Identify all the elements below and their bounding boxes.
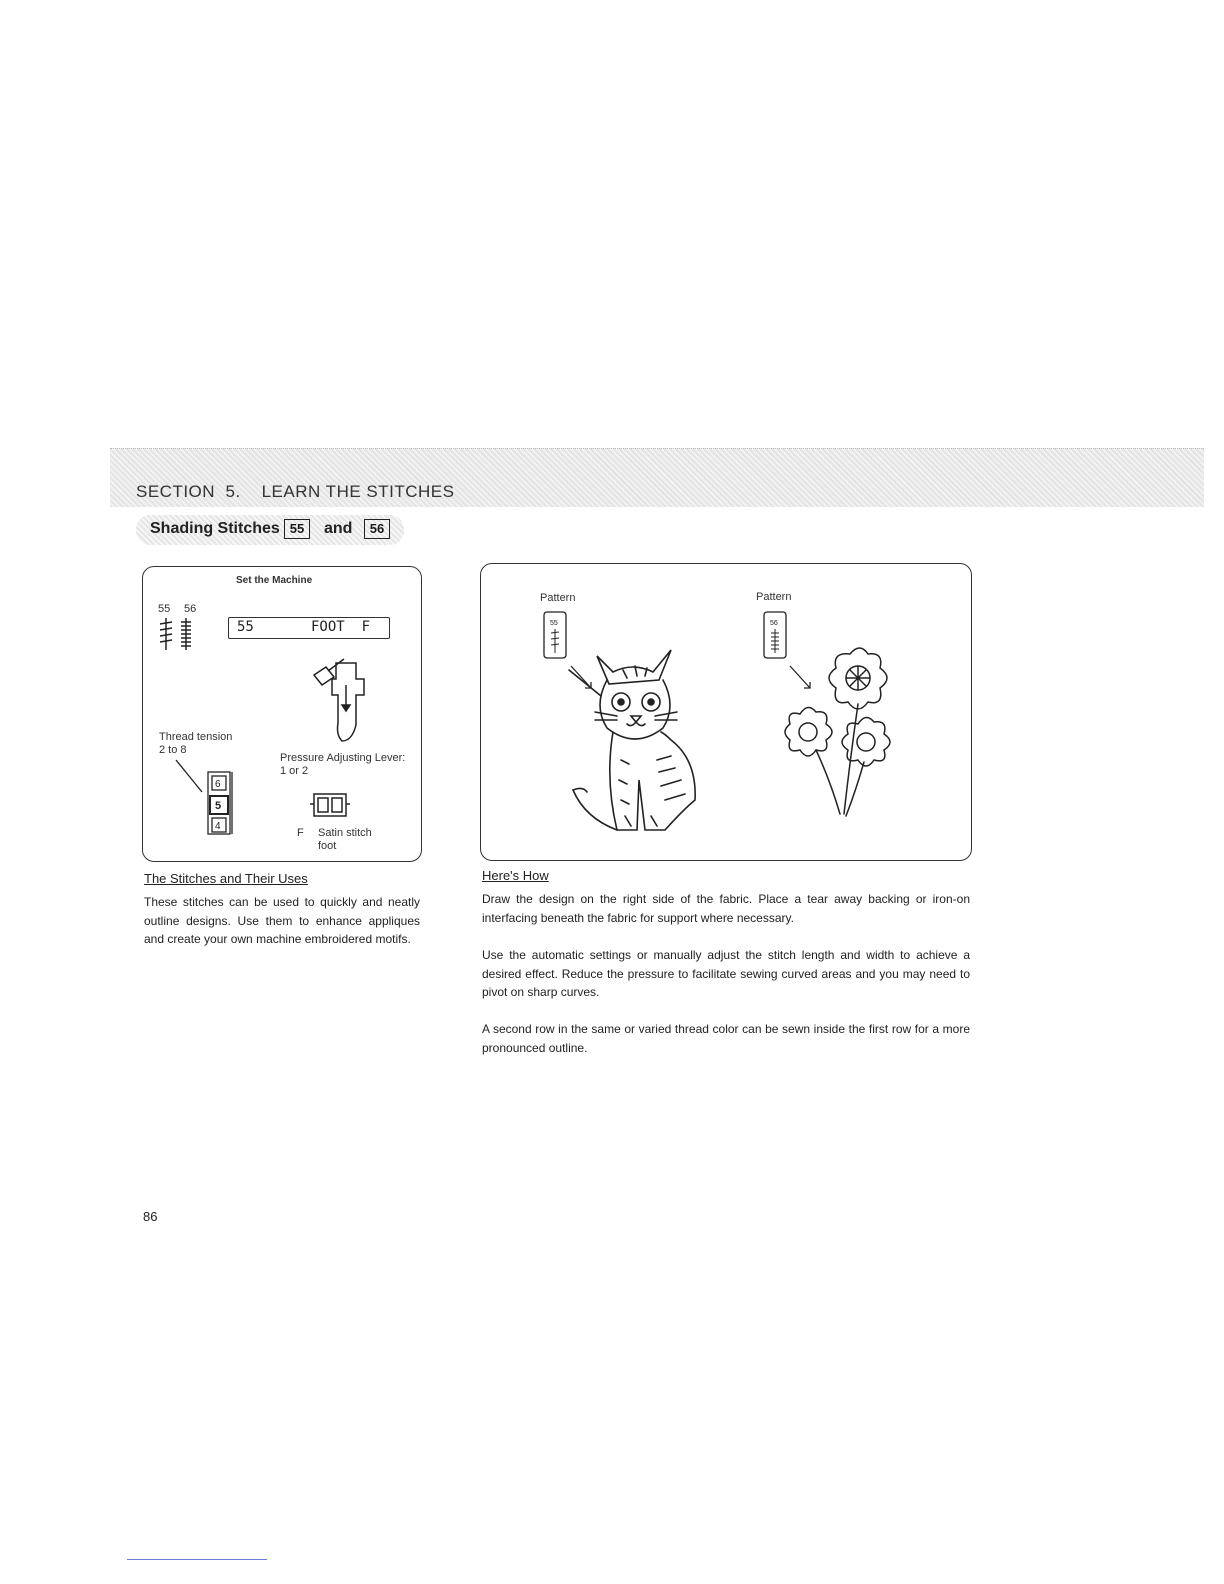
tension-dial-icon (172, 758, 242, 840)
thread-tension-value: 2 to 8 (159, 744, 187, 756)
pattern-chip-55-icon (543, 611, 567, 661)
page-number: 86 (143, 1209, 158, 1224)
pressure-lever-value: 1 or 2 (280, 765, 309, 777)
stitch-number-55: 55 (284, 519, 310, 539)
display-stitch-number: 55 (237, 619, 254, 635)
pointer-arrow-56-icon (786, 660, 826, 700)
display-foot: FOOT F (311, 619, 371, 635)
pointer-arrow-55-icon (567, 660, 607, 700)
stitch-heading (136, 515, 404, 545)
how-heading: Here's How (482, 868, 549, 883)
heading-and: and (324, 520, 353, 537)
set-machine-title: Set the Machine (236, 575, 313, 586)
how-paragraph-2: Use the automatic settings or manually adjust the stitch length and width to achieve a desired effect. Reduce the pressure to facilitate sewing curved areas and you may need to pivot on sharp curves. (482, 948, 970, 999)
stitch-number-56: 56 (364, 519, 390, 539)
foot-name-line2: foot (318, 840, 337, 852)
pressure-lever-label: Pressure Adjusting Lever: (280, 752, 406, 764)
dial-number-top: 6 (215, 779, 221, 790)
stitch-label-55: 55 (158, 603, 171, 615)
foot-letter: F (297, 827, 304, 839)
uses-text: These stitches can be used to quickly and neatly outline designs. Use them to enhance appliques and create your own machine embroidered motifs. (144, 895, 420, 946)
dial-number-bottom: 4 (215, 821, 221, 832)
pattern-chip-55-number: 55 (550, 620, 558, 627)
heading-text: Shading Stitches (150, 520, 280, 537)
machine-display (228, 617, 390, 639)
uses-heading: The Stitches and Their Uses (144, 871, 308, 886)
stitch-symbols-icon (154, 616, 200, 652)
section-title: SECTION 5. LEARN THE STITCHES (136, 482, 455, 501)
pressure-lever-icon (312, 655, 368, 747)
dial-number-middle: 5 (215, 800, 222, 812)
pattern-label-55: Pattern (540, 592, 576, 604)
satin-foot-icon (310, 790, 350, 820)
pattern-label-56: Pattern (756, 591, 792, 603)
pattern-chip-56-number: 56 (770, 620, 778, 627)
how-paragraph-1: Draw the design on the right side of the fabric. Place a tear away backing or iron-on interfacing beneath the fabric for support where necessary. (482, 892, 970, 925)
stitch-label-56: 56 (184, 603, 197, 615)
thread-tension-label: Thread tension (159, 731, 233, 743)
foot-name-line1: Satin stitch (318, 827, 372, 839)
bottom-rule (127, 1559, 267, 1560)
how-paragraph-3: A second row in the same or varied thread color can be sewn inside the first row for a more pronounced outline. (482, 1022, 970, 1055)
